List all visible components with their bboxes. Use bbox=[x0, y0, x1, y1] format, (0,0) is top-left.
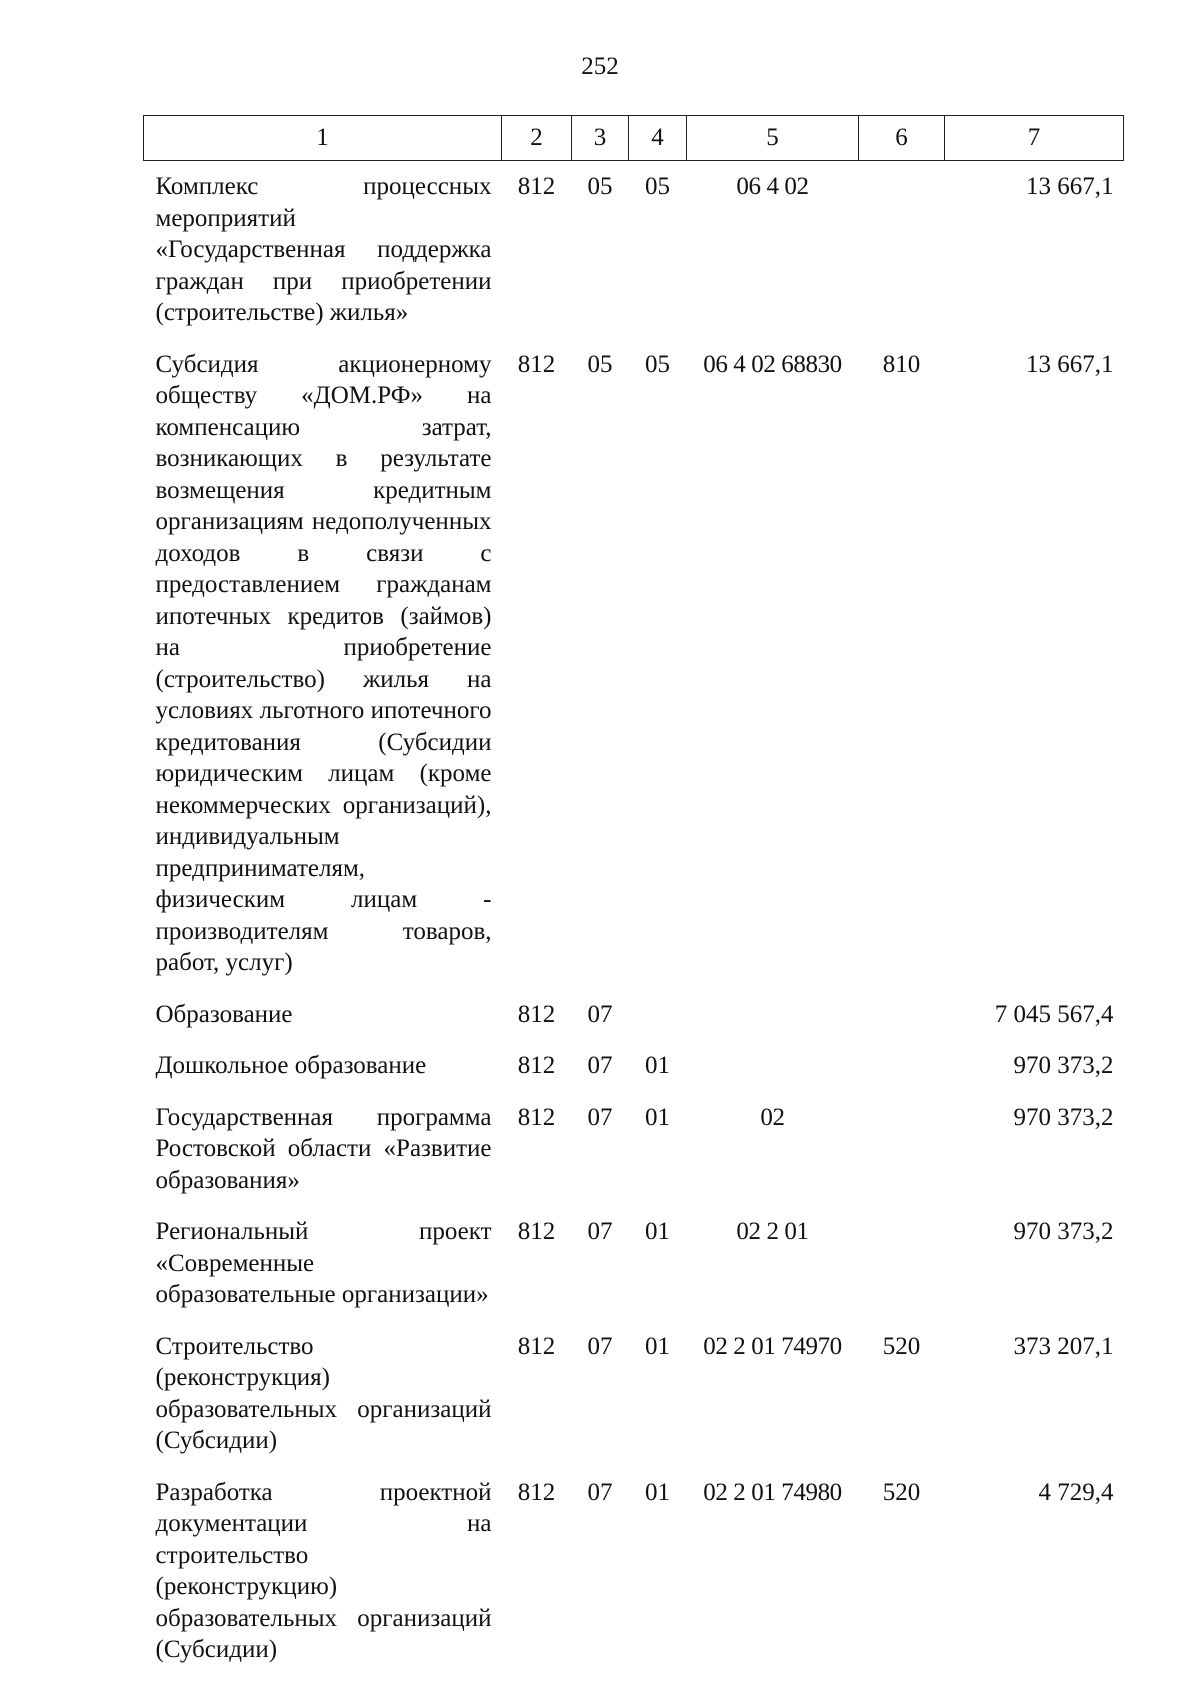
row-expense-type bbox=[859, 1040, 945, 1092]
row-amount: 970 373,2 bbox=[1013, 1103, 1114, 1131]
row-ministry: 812 bbox=[517, 173, 556, 200]
row-name: Государственная программа Ростовской области «Развитие образования» bbox=[155, 1103, 492, 1194]
row-section: 07 bbox=[587, 1218, 613, 1245]
row-amount: 970 373,2 bbox=[1013, 1052, 1114, 1079]
row-target-article: 06 4 02 bbox=[736, 173, 809, 200]
row-subsection: 05 bbox=[645, 350, 670, 378]
table-row bbox=[144, 1040, 1124, 1092]
row-amount: 13 667,1 bbox=[1026, 173, 1114, 200]
row-target-article bbox=[687, 989, 859, 1041]
row-section: 07 bbox=[587, 1332, 613, 1360]
row-amount: 970 373,2 bbox=[1013, 1218, 1114, 1245]
row-name: Строительство (реконструкция) образовательных организаций (Субсидии) bbox=[155, 1332, 492, 1454]
header-cell-5: 5 bbox=[687, 116, 859, 161]
row-section: 07 bbox=[587, 1478, 613, 1506]
row-target-article: 02 2 01 bbox=[736, 1218, 809, 1245]
row-expense-type: 520 bbox=[882, 1332, 921, 1360]
row-expense-type: 810 bbox=[882, 350, 921, 378]
row-expense-type bbox=[859, 1206, 945, 1321]
row-name: Дошкольное образование bbox=[155, 1052, 427, 1079]
row-ministry: 812 bbox=[517, 350, 556, 378]
row-amount: 13 667,1 bbox=[1026, 350, 1114, 378]
row-amount: 7 045 567,4 bbox=[994, 1000, 1114, 1028]
row-target-article: 02 2 01 74970 bbox=[703, 1332, 842, 1360]
row-name: Субсидия акционерному обществу «ДОМ.РФ» на компенсацию затрат, возникающих в результате возмещения кредитным организациям недополученных доходов в связи с предоставлением гражданам ипотечных кредитов (займов) на приобретение (строительство) жилья на условиях льготного ипотечного кредитования (Субсидии юридическим лицам (кроме некоммерческих организаций), индивидуальным предпринимателям, физическим лицам - производителям товаров, работ, услуг) bbox=[155, 350, 492, 976]
header-row bbox=[144, 116, 1124, 161]
row-name: Разработка проектной документации на строительство (реконструкцию) образовательных организаций (Субсидии) bbox=[155, 1478, 492, 1663]
row-section: 07 bbox=[587, 1052, 613, 1079]
table-row bbox=[144, 1467, 1124, 1676]
table-row bbox=[144, 1206, 1124, 1321]
header-cell-1: 1 bbox=[144, 116, 502, 161]
table-row bbox=[144, 1092, 1124, 1207]
row-subsection: 01 bbox=[645, 1052, 670, 1079]
row-section: 05 bbox=[587, 173, 613, 200]
row-expense-type bbox=[859, 989, 945, 1041]
row-subsection: 01 bbox=[645, 1332, 670, 1360]
table-row bbox=[144, 339, 1124, 989]
header-cell-4: 4 bbox=[629, 116, 687, 161]
row-subsection: 01 bbox=[645, 1103, 670, 1131]
row-section: 05 bbox=[587, 350, 613, 378]
row-ministry: 812 bbox=[517, 1218, 556, 1245]
row-amount: 4 729,4 bbox=[1038, 1478, 1114, 1506]
row-expense-type bbox=[859, 161, 945, 339]
row-ministry: 812 bbox=[517, 1052, 556, 1079]
row-expense-type bbox=[859, 1092, 945, 1207]
header-cell-2: 2 bbox=[502, 116, 572, 161]
row-subsection bbox=[629, 989, 687, 1041]
header-cell-3: 3 bbox=[572, 116, 629, 161]
row-target-article bbox=[687, 1040, 859, 1092]
row-target-article: 06 4 02 68830 bbox=[703, 350, 842, 378]
row-section: 07 bbox=[587, 1000, 613, 1028]
row-expense-type: 520 bbox=[882, 1478, 921, 1506]
row-name: Региональный проект «Современные образовательные организации» bbox=[155, 1218, 492, 1308]
row-ministry: 812 bbox=[517, 1000, 556, 1028]
row-subsection: 05 bbox=[645, 173, 670, 200]
row-name: Комплекс процессных мероприятий «Государственная поддержка граждан при приобретении (строительстве) жилья» bbox=[155, 173, 492, 326]
row-target-article: 02 2 01 74980 bbox=[703, 1478, 842, 1506]
budget-table bbox=[143, 115, 1124, 1676]
header-cell-6: 6 bbox=[859, 116, 945, 161]
row-ministry: 812 bbox=[517, 1332, 556, 1360]
row-subsection: 01 bbox=[645, 1478, 670, 1506]
table-body bbox=[144, 161, 1124, 1676]
table-header bbox=[144, 116, 1124, 161]
page-number: 252 bbox=[581, 53, 619, 80]
row-section: 07 bbox=[587, 1103, 613, 1131]
table-row bbox=[144, 989, 1124, 1041]
table-row bbox=[144, 161, 1124, 339]
row-ministry: 812 bbox=[517, 1103, 556, 1131]
row-name: Образование bbox=[155, 1000, 293, 1028]
row-subsection: 01 bbox=[645, 1218, 670, 1245]
table-row bbox=[144, 1321, 1124, 1467]
row-target-article: 02 bbox=[760, 1103, 785, 1131]
row-amount: 373 207,1 bbox=[1013, 1332, 1114, 1360]
row-ministry: 812 bbox=[517, 1478, 556, 1506]
header-cell-7: 7 bbox=[945, 116, 1124, 161]
